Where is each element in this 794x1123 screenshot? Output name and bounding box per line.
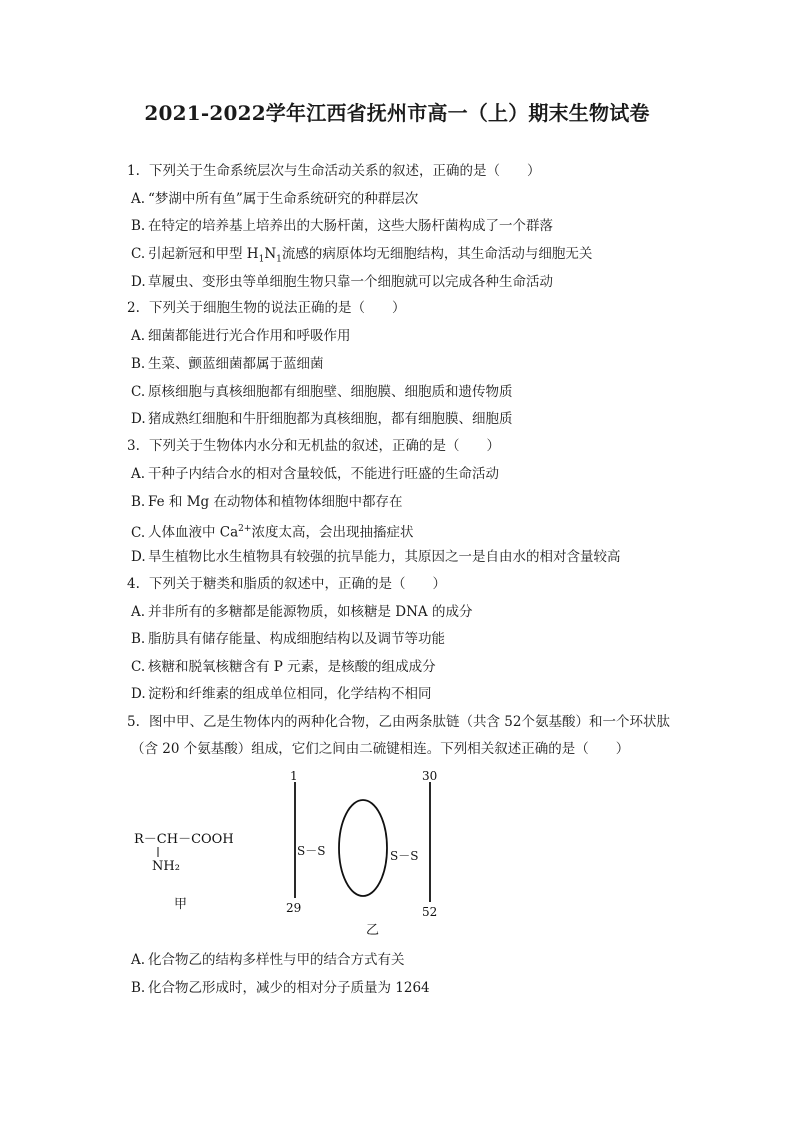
label-yi: 乙 — [366, 923, 380, 938]
question-5-option-a: A. 化合物乙的结构多样性与甲的结合方式有关 — [131, 952, 405, 968]
amino-acid-formula: R－CH－COOH — [134, 832, 234, 847]
question-3-option-a: A. 干种子内结合水的相对含量较低，不能进行旺盛的生命活动 — [131, 466, 499, 482]
question-number: 1. — [127, 163, 140, 179]
question-5-option-b: B. 化合物乙形成时，减少的相对分子质量为 1264 — [131, 980, 430, 996]
question-2-option-c: C. 原核细胞与真核细胞都有细胞壁、细胞膜、细胞质和遗传物质 — [131, 384, 513, 400]
question-5-stem: 5. 图中甲、乙是生物体内的两种化合物，乙由两条肽链（共含 52个氨基酸）和一个环状肽 — [127, 714, 670, 730]
disulfide-bond-right: S－S — [390, 849, 419, 863]
question-4-option-d: D. 淀粉和纤维素的组成单位相同，化学结构不相同 — [131, 686, 432, 702]
chain-left-bottom-label: 29 — [286, 901, 302, 915]
question-4-option-a: A. 并非所有的多糖都是能源物质，如核糖是 DNA 的成分 — [131, 604, 473, 620]
question-4-option-b: B. 脂肪具有储存能量、构成细胞结构以及调节等功能 — [131, 631, 445, 647]
question-2-option-b: B. 生菜、颤蓝细菌都属于蓝细菌 — [131, 356, 324, 372]
question-3-option-c: C. 人体血液中 $Ca^{2+}$浓度太高，会出现抽搐症状 — [131, 524, 414, 541]
protein-structure-figure — [130, 770, 470, 940]
question-3-stem: 3. 下列关于生物体内水分和无机盐的叙述，正确的是（ ） — [127, 438, 500, 454]
page-title: 2021-2022学年江西省抚州市高一（上）期末生物试卷 — [144, 101, 650, 125]
question-4-option-c: C. 核糖和脱氧核糖含有 P 元素，是核酸的组成成分 — [131, 659, 436, 675]
disulfide-bond-left: S－S — [297, 844, 326, 858]
question-text: 下列关于生命系统层次与生命活动关系的叙述，正确的是（ ） — [149, 163, 541, 179]
question-5-stem-continued: （含 20 个氨基酸）组成，它们之间由二硫键相连。下列相关叙述正确的是（ ） — [131, 741, 630, 757]
chain-right-top-label: 30 — [422, 770, 438, 783]
question-1-stem — [127, 162, 541, 180]
question-3-option-d: D. 旱生植物比水生植物具有较强的抗旱能力，其原因之一是自由水的相对含量较高 — [131, 549, 621, 565]
amino-group: NH₂ — [152, 859, 180, 874]
question-2-option-a: A. 细菌都能进行光合作用和呼吸作用 — [131, 328, 351, 344]
question-2-stem: 2. 下列关于细胞生物的说法正确的是（ ） — [127, 300, 406, 316]
question-4-stem: 4. 下列关于糖类和脂质的叙述中，正确的是（ ） — [127, 576, 446, 592]
cyclic-peptide — [339, 800, 387, 896]
chain-left-top-label: 1 — [290, 770, 298, 783]
chain-right-bottom-label: 52 — [422, 905, 438, 919]
question-2-option-d: D. 猪成熟红细胞和牛肝细胞都为真核细胞，都有细胞膜、细胞质 — [131, 411, 513, 427]
question-1-option-d: D. 草履虫、变形虫等单细胞生物只靠一个细胞就可以完成各种生命活动 — [131, 274, 553, 290]
question-1-option-c: C. 引起新冠和甲型 $H_1N_1$流感的病原体均无细胞结构，其生命活动与细胞无关 — [131, 246, 593, 265]
question-1-option-b: B. 在特定的培养基上培养出的大肠杆菌，这些大肠杆菌构成了一个群落 — [131, 218, 553, 234]
question-1-option-a: A. “梦湖中所有鱼”属于生命系统研究的种群层次 — [131, 191, 419, 207]
label-jia: 甲 — [174, 897, 188, 912]
question-3-option-b: B. Fe 和 Mg 在动物体和植物体细胞中都存在 — [131, 494, 403, 510]
